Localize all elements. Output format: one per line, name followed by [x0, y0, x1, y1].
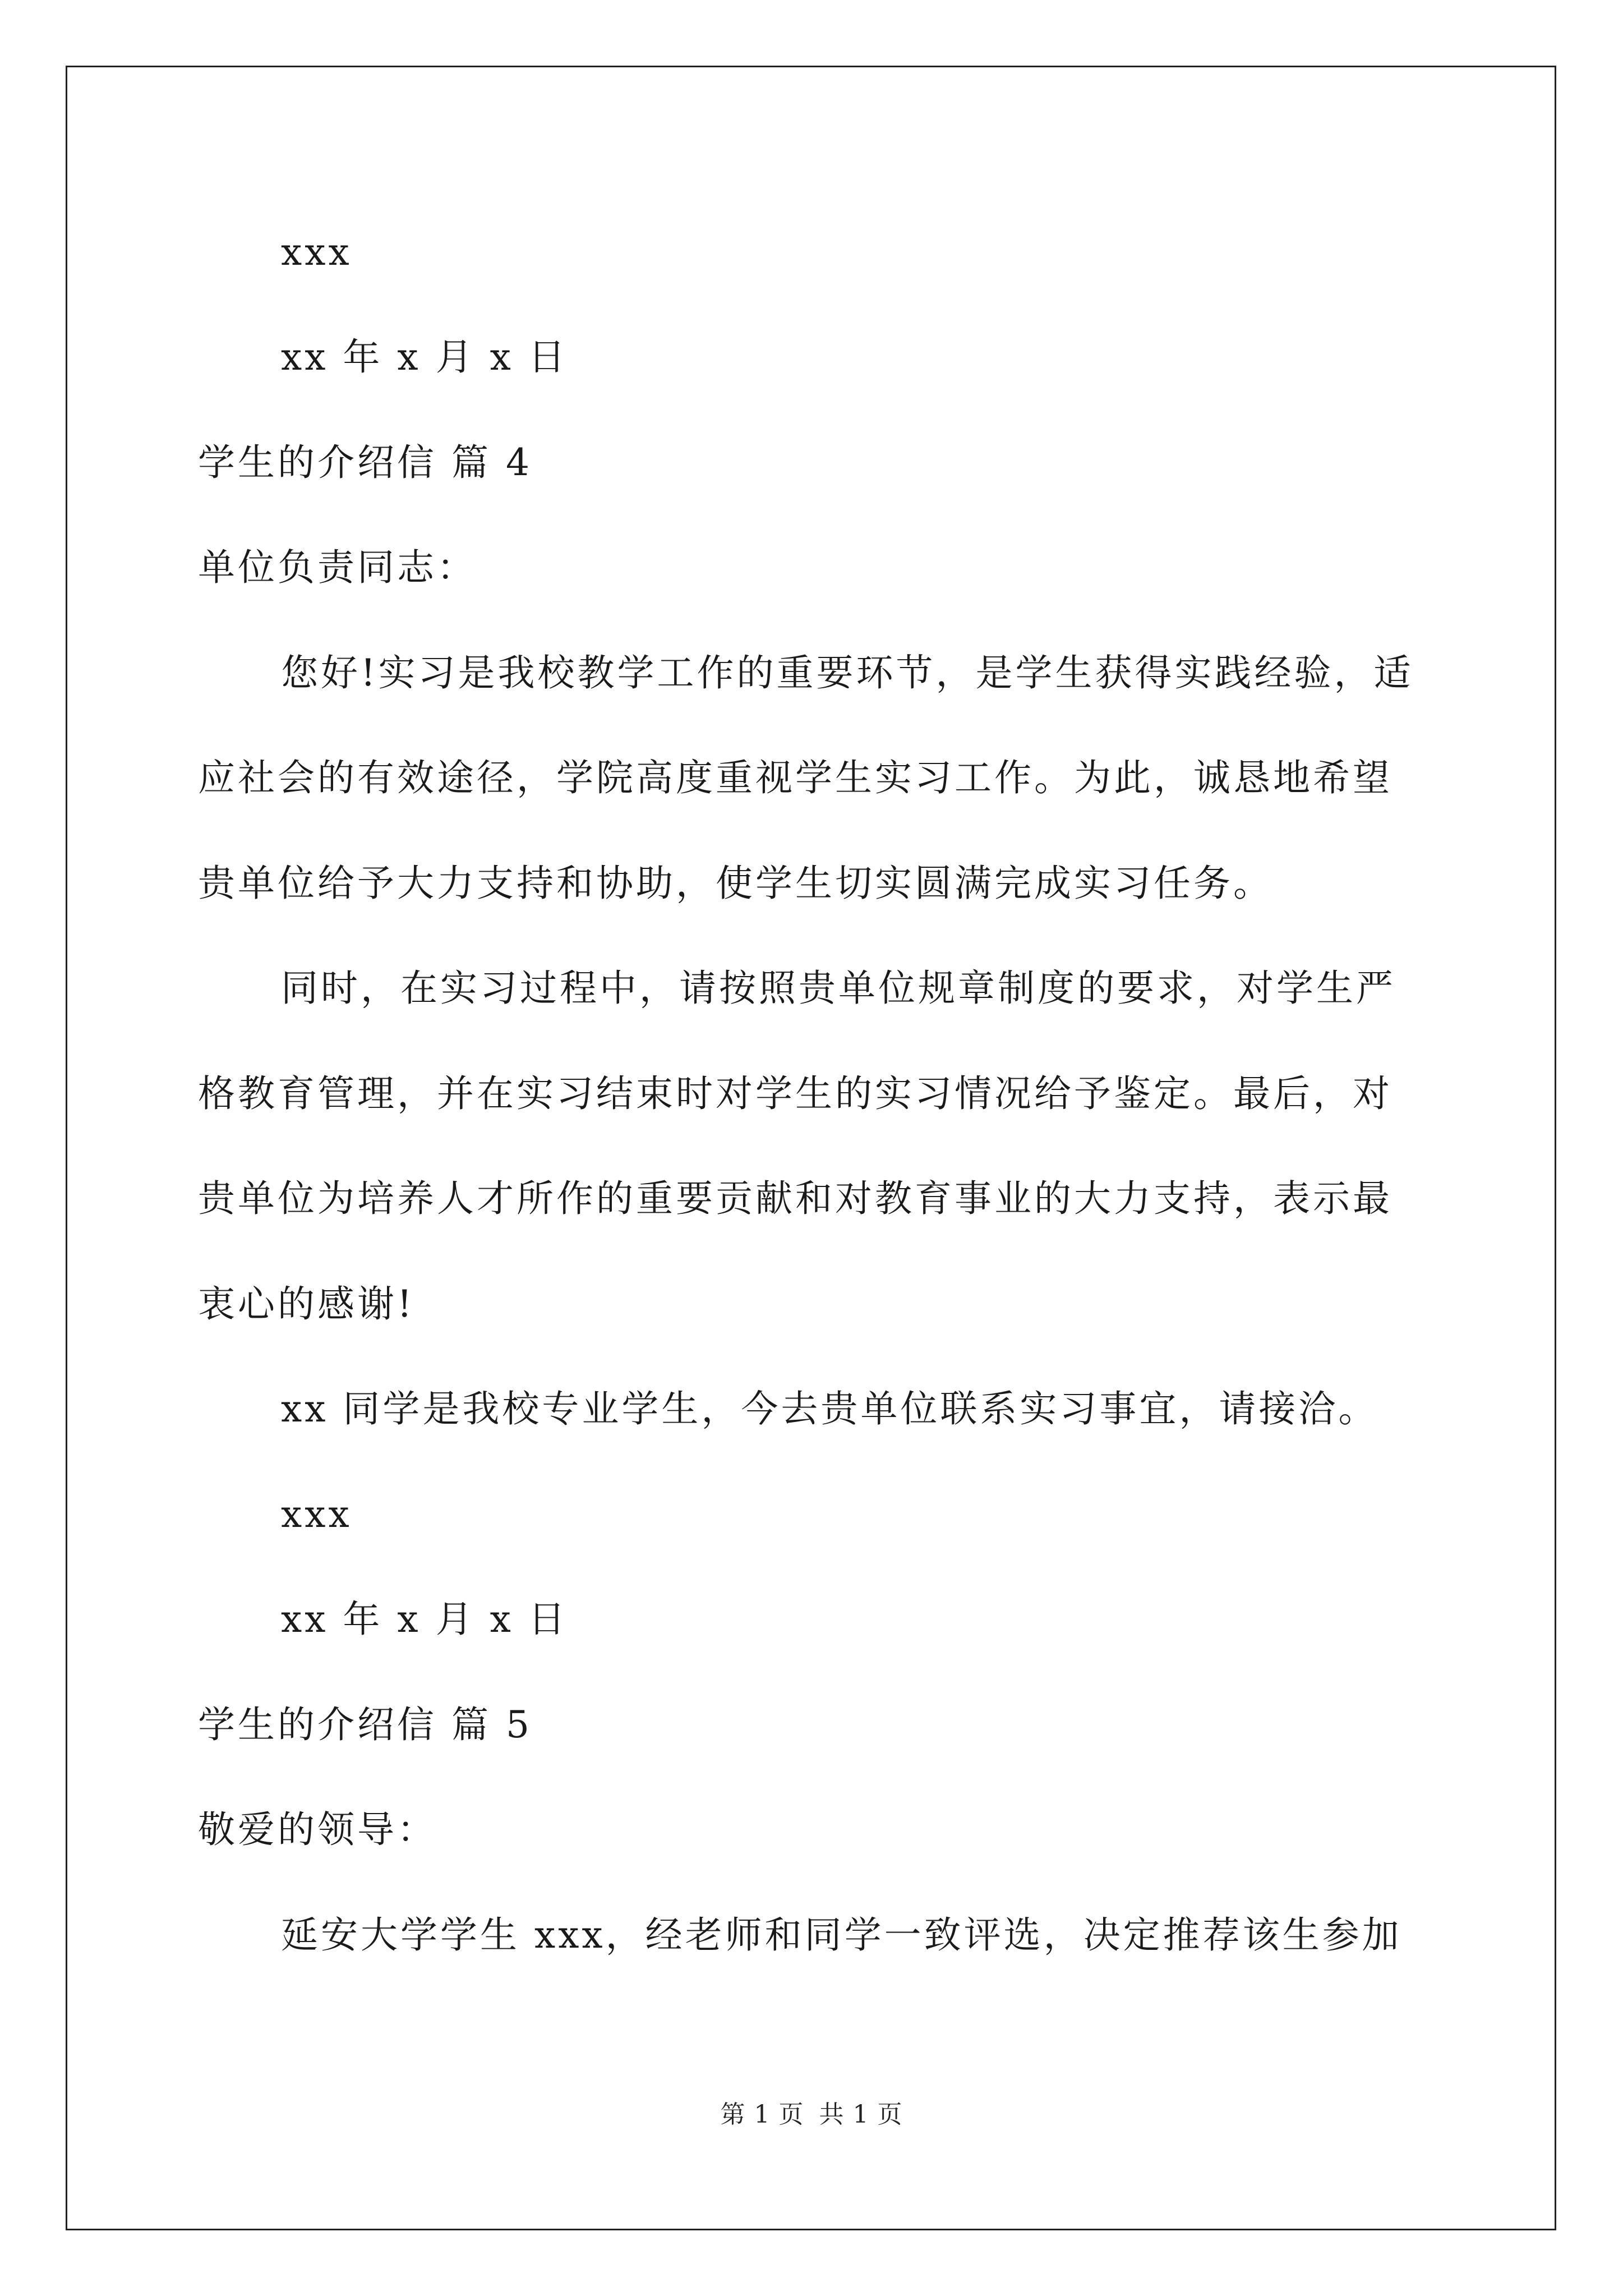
section-4-para-1-line-3: 贵单位给予大力支持和协助，使学生切实圆满完成实习任务。 — [198, 862, 1273, 905]
page-total: 共 1 页 — [819, 2100, 903, 2129]
section-4-signature: xxx — [281, 1493, 352, 1536]
section-4-para-1-line-1: 您好!实习是我校教学工作的重要环节，是学生获得实践经验，适 — [281, 651, 1414, 694]
section-4-para-2-line-2: 格教育管理，并在实习结束时对学生的实习情况给予鉴定。最后，对 — [198, 1072, 1393, 1115]
section-4-para-3: xx 同学是我校专业学生，今去贵单位联系实习事宜，请接洽。 — [281, 1387, 1378, 1430]
section-5-salutation: 敬爱的领导： — [198, 1808, 437, 1851]
section-4-para-2-line-1: 同时，在实习过程中，请按照贵单位规章制度的要求，对学生严 — [281, 967, 1396, 1010]
section-4-salutation: 单位负责同志： — [198, 546, 477, 589]
section-4-para-1-line-2: 应社会的有效途径，学院高度重视学生实习工作。为此，诚恳地希望 — [198, 756, 1393, 799]
page-border — [66, 66, 1556, 2230]
section-4-date: xx 年 x 月 x 日 — [281, 1598, 568, 1641]
page-footer — [0, 2098, 1623, 2132]
page-number: 第 1 页 — [720, 2100, 804, 2129]
signature-1: xxx — [281, 231, 352, 274]
section-5-title: 学生的介绍信 篇 5 — [198, 1703, 532, 1746]
date-1: xx 年 x 月 x 日 — [281, 335, 568, 379]
section-4-para-2-line-4: 衷心的感谢! — [198, 1282, 415, 1326]
section-5-para-1: 延安大学学生 xxx，经老师和同学一致评选，决定推荐该生参加 — [281, 1913, 1402, 1957]
section-4-title: 学生的介绍信 篇 4 — [198, 441, 532, 484]
section-4-para-2-line-3: 贵单位为培养人才所作的重要贡献和对教育事业的大力支持，表示最 — [198, 1177, 1393, 1220]
